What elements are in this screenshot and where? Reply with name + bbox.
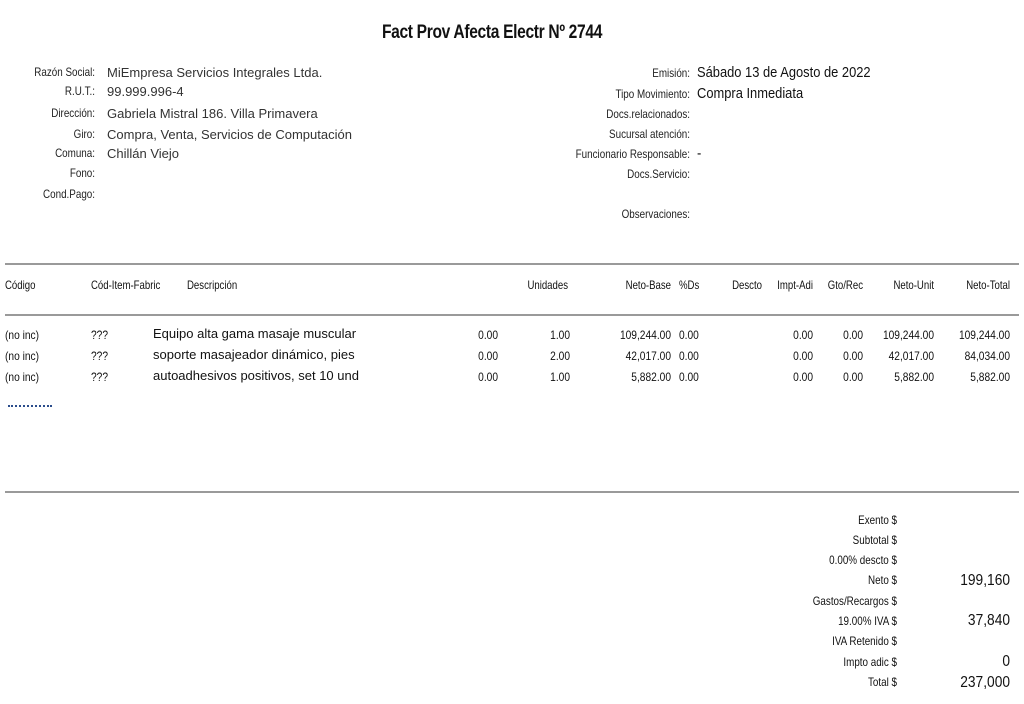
tipo-movimiento-label: Tipo Movimiento: <box>615 87 690 101</box>
row-extra: 0.00 <box>478 370 498 384</box>
sucursal-atencion-label: Sucursal atención: <box>609 127 690 141</box>
header-cod-item: Cód-Item-Fabric <box>91 278 161 292</box>
impto-adic-label: Impto adic $ <box>843 655 897 669</box>
row-extra: 0.00 <box>478 349 498 363</box>
row-pct-ds: 0.00 <box>679 328 699 342</box>
row-descripcion: soporte masajeador dinámico, pies <box>153 347 355 362</box>
funcionario-label: Funcionario Responsable: <box>575 147 690 161</box>
rule-top <box>5 263 1019 265</box>
neto-value: 199,160 <box>960 572 1010 589</box>
row-pct-ds: 0.00 <box>679 349 699 363</box>
descto-label: 0.00% descto $ <box>829 553 897 567</box>
row-impt-adi: 0.00 <box>793 349 813 363</box>
giro-label: Giro: <box>73 127 95 141</box>
continuation-dots <box>8 405 52 407</box>
row-neto-unit: 42,017.00 <box>888 349 934 363</box>
subtotal-label: Subtotal $ <box>852 533 897 547</box>
row-gto-rec: 0.00 <box>843 328 863 342</box>
iva-retenido-label: IVA Retenido $ <box>832 634 897 648</box>
row-pct-ds: 0.00 <box>679 370 699 384</box>
row-codigo: (no inc) <box>5 349 40 363</box>
rut-label: R.U.T.: <box>64 84 95 98</box>
header-unidades: Unidades <box>527 278 568 292</box>
rut-value: 99.999.996-4 <box>107 84 184 99</box>
row-neto-unit: 5,882.00 <box>894 370 934 384</box>
header-descto: Descto <box>732 278 762 292</box>
impto-adic-value: 0 <box>1002 653 1010 670</box>
row-cod-item: ??? <box>91 328 109 342</box>
row-extra: 0.00 <box>478 328 498 342</box>
row-codigo: (no inc) <box>5 328 40 342</box>
gastos-recargos-label: Gastos/Recargos $ <box>812 594 897 608</box>
giro-value: Compra, Venta, Servicios de Computación <box>107 127 352 142</box>
docs-relacionados-label: Docs.relacionados: <box>606 107 690 121</box>
header-codigo: Código <box>5 278 36 292</box>
header-impt-adi: Impt-Adi <box>777 278 813 292</box>
row-neto-total: 84,034.00 <box>964 349 1010 363</box>
fono-label: Fono: <box>69 166 95 180</box>
header-pct-ds: %Ds <box>679 278 700 292</box>
emision-label: Emisión: <box>652 66 690 80</box>
row-descripcion: autoadhesivos positivos, set 10 und <box>153 368 359 383</box>
comuna-value: Chillán Viejo <box>107 146 180 161</box>
total-value: 237,000 <box>960 674 1010 691</box>
emision-value: Sábado 13 de Agosto de 2022 <box>697 64 871 81</box>
cond-pago-label: Cond.Pago: <box>43 187 95 201</box>
row-gto-rec: 0.00 <box>843 370 863 384</box>
row-neto-total: 5,882.00 <box>970 370 1010 384</box>
exento-label: Exento $ <box>858 513 897 527</box>
row-neto-base: 42,017.00 <box>625 349 671 363</box>
row-neto-unit: 109,244.00 <box>882 328 934 342</box>
header-neto-unit: Neto-Unit <box>893 278 934 292</box>
header-neto-total: Neto-Total <box>966 278 1010 292</box>
funcionario-value: - <box>697 145 702 162</box>
row-unidades: 1.00 <box>550 328 570 342</box>
header-descripcion: Descripción <box>187 278 238 292</box>
direccion-label: Dirección: <box>51 106 95 120</box>
header-gto-rec: Gto/Rec <box>827 278 863 292</box>
document-title: Fact Prov Afecta Electr Nº 2744 <box>381 22 603 43</box>
rule-bottom <box>5 491 1019 493</box>
header-neto-base: Neto-Base <box>625 278 671 292</box>
row-impt-adi: 0.00 <box>793 370 813 384</box>
row-cod-item: ??? <box>91 370 109 384</box>
row-descripcion: Equipo alta gama masaje muscular <box>153 326 357 341</box>
row-neto-base: 5,882.00 <box>631 370 671 384</box>
direccion-value: Gabriela Mistral 186. Villa Primavera <box>107 106 318 121</box>
row-neto-total: 109,244.00 <box>958 328 1010 342</box>
row-gto-rec: 0.00 <box>843 349 863 363</box>
observaciones-label: Observaciones: <box>621 207 690 221</box>
row-impt-adi: 0.00 <box>793 328 813 342</box>
neto-label: Neto $ <box>868 573 897 587</box>
rule-header <box>5 314 1019 316</box>
row-unidades: 2.00 <box>550 349 570 363</box>
iva-value: 37,840 <box>967 612 1010 629</box>
row-cod-item: ??? <box>91 349 109 363</box>
comuna-label: Comuna: <box>55 146 95 160</box>
razon-social-value: MiEmpresa Servicios Integrales Ltda. <box>107 65 323 80</box>
iva-label: 19.00% IVA $ <box>838 614 897 628</box>
row-neto-base: 109,244.00 <box>619 328 671 342</box>
docs-servicio-label: Docs.Servicio: <box>627 167 690 181</box>
total-label: Total $ <box>868 675 897 689</box>
row-unidades: 1.00 <box>550 370 570 384</box>
razon-social-label: Razón Social: <box>34 65 95 79</box>
row-codigo: (no inc) <box>5 370 40 384</box>
tipo-movimiento-value: Compra Inmediata <box>697 85 804 102</box>
